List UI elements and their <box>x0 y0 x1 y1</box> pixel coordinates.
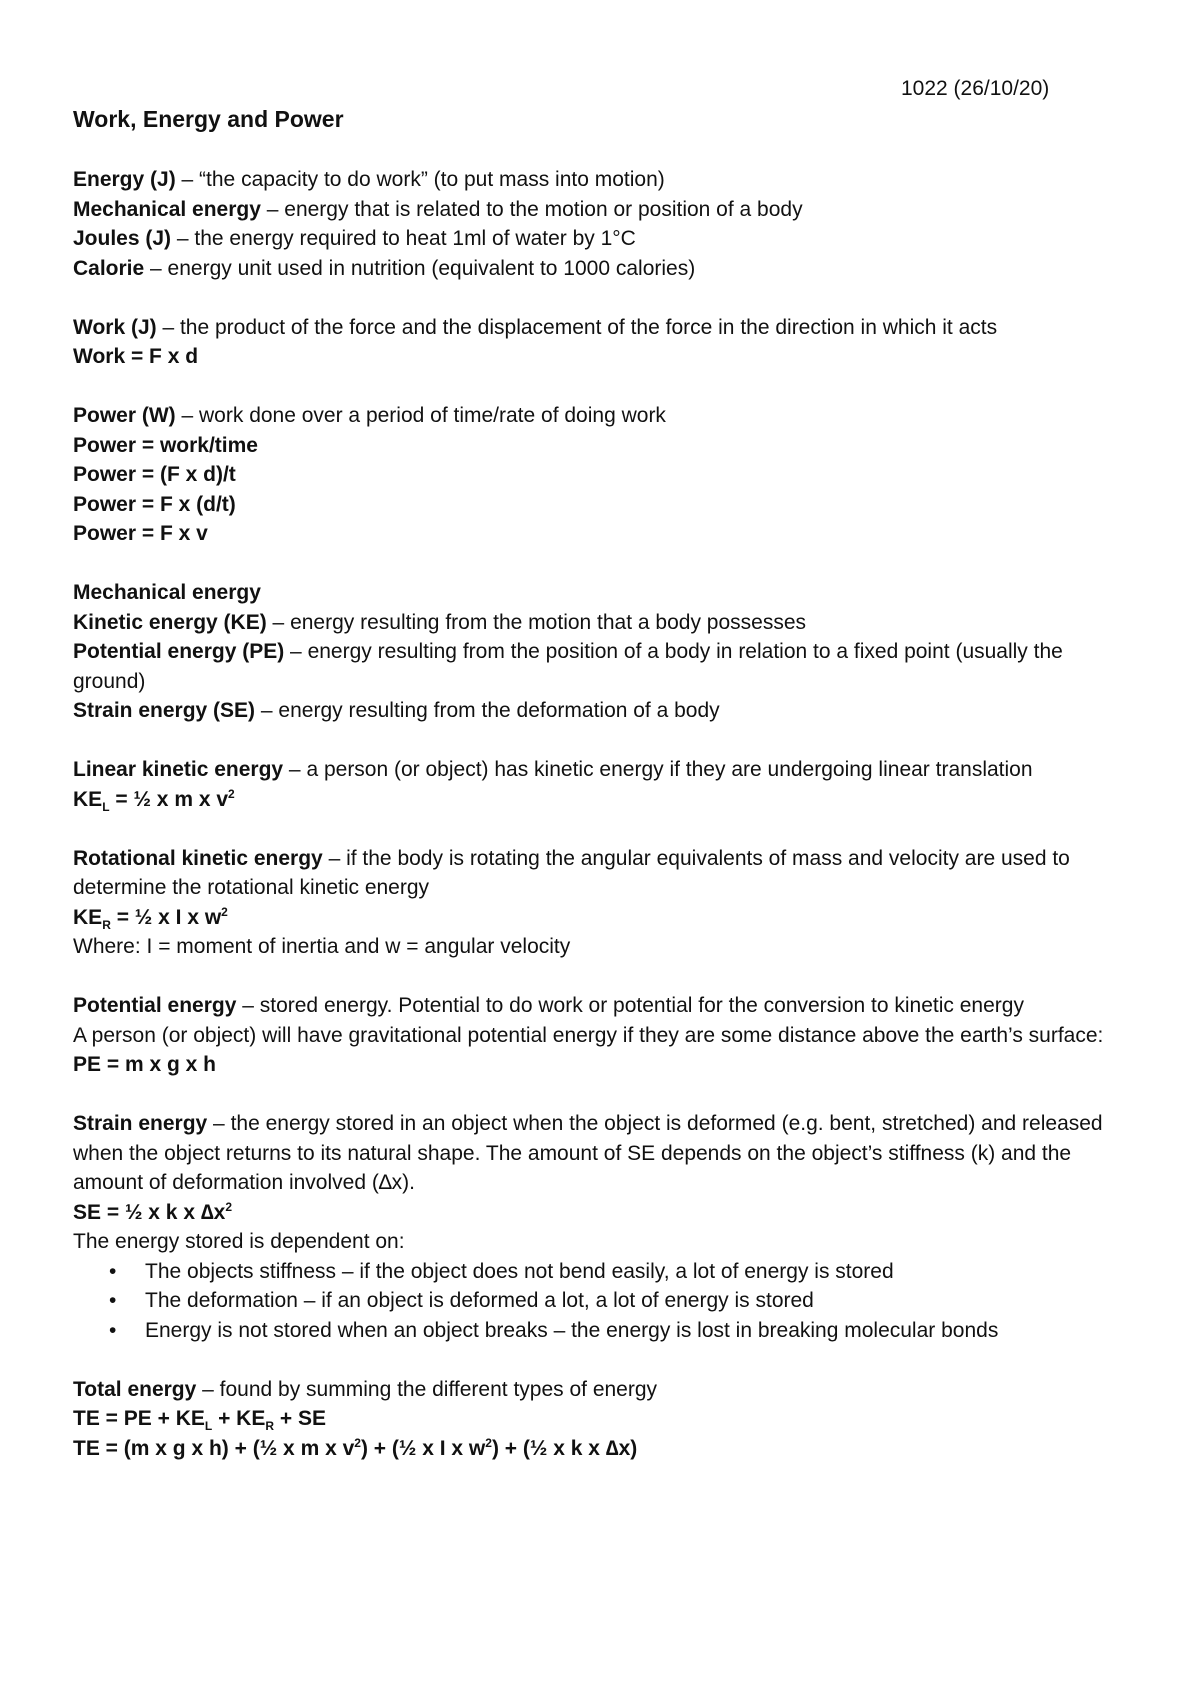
definition: – work done over a period of time/rate of doing work <box>175 404 666 427</box>
list-item: • The deformation – if an object is deformed a lot, a lot of energy is stored <box>145 1286 1133 1316</box>
def-total-energy <box>73 1375 1133 1405</box>
term: Rotational kinetic energy <box>73 846 323 870</box>
def-strain-energy-stored <box>73 1109 1133 1198</box>
definition: – energy that is related to the motion or position of a body <box>260 197 803 221</box>
term: Power (W) <box>73 404 176 427</box>
formula-rotational-ke: $KE_R$ = ½ x I x $w^2$ <box>73 904 228 932</box>
document-body <box>73 165 1133 1463</box>
def-strain-energy <box>73 696 1133 726</box>
formula-power-4: Power = F x v <box>73 522 208 545</box>
rotational-where: Where: I = moment of inertia and w = angular velocity <box>73 935 571 958</box>
term: Potential energy (PE) <box>73 640 285 663</box>
formula-te-2: TE = (m x g x h) + (½ x m x $v^2$) + (½ x I x $w^2$) + (½ x k x ∆x) <box>73 1435 638 1460</box>
bullet-icon: • <box>109 1318 117 1342</box>
def-potential-energy <box>73 637 1133 696</box>
formula-power-1: Power = work/time <box>73 433 258 457</box>
term: Kinetic energy (KE) <box>73 610 267 634</box>
potential-gravitational-note: A person (or object) will have gravitational potential energy if they are some distance above the earth’s surface: <box>73 1023 1104 1047</box>
formula-power-2: Power = (F x d)/t <box>73 463 236 486</box>
formula-power-3: Power = F x (d/t) <box>73 492 236 516</box>
definition: – “the capacity to do work” (to put mass into motion) <box>175 168 665 191</box>
definition: – energy resulting from the deformation of a body <box>255 699 720 722</box>
definition: – energy unit used in nutrition (equivalent to 1000 calories) <box>144 256 696 280</box>
definition: – stored energy. Potential to do work or potential for the conversion to kinetic energy <box>236 994 1024 1017</box>
def-calorie <box>73 254 1133 284</box>
def-energy <box>73 165 1133 195</box>
list-item: • The objects stiffness – if the object does not bend easily, a lot of energy is stored <box>145 1257 1133 1287</box>
def-rotational-kinetic-energy <box>73 844 1133 903</box>
term: Energy (J) <box>73 168 176 191</box>
bullet-icon: • <box>109 1289 117 1312</box>
definition: – the product of the force and the displacement of the force in the direction in which it acts <box>156 315 998 339</box>
formula-work: Work = F x d <box>73 345 199 368</box>
def-potential-energy-stored <box>73 991 1133 1021</box>
def-mechanical-energy <box>73 195 1133 225</box>
term: Linear kinetic energy <box>73 758 284 781</box>
formula-se: SE = ½ x k x $\Delta x^2$ <box>73 1199 233 1224</box>
def-joules <box>73 224 1133 254</box>
term: Total energy <box>73 1377 197 1401</box>
term: Work (J) <box>73 315 157 339</box>
def-linear-kinetic-energy <box>73 755 1133 785</box>
strain-dependent-heading: The energy stored is dependent on: <box>73 1230 405 1253</box>
bullet-icon: • <box>109 1259 117 1283</box>
formula-pe: PE = m x g x h <box>73 1053 216 1076</box>
def-work <box>73 313 1133 343</box>
definition: – energy resulting from the motion that a body possesses <box>266 610 807 634</box>
definition: – a person (or object) has kinetic energy if they are undergoing linear translation <box>283 758 1033 781</box>
def-kinetic-energy <box>73 608 1133 638</box>
definition: – the energy required to heat 1ml of water by 1°C <box>171 227 636 250</box>
definition: – the energy stored in an object when the object is deformed (e.g. bent, stretched) and released when the object returns to its natural shape. The amount of SE depends on the object’s stiffness (k) and the amount of deformation involved (∆x). <box>73 1112 1103 1194</box>
term: Calorie <box>73 256 145 280</box>
term: Mechanical energy <box>73 197 261 221</box>
definition: – if the body is rotating the angular equivalents of mass and velocity are used to determine the rotational kinetic energy <box>73 846 1070 899</box>
formula-linear-ke: $KE_L$ = ½ x m x $v^2$ <box>73 786 235 814</box>
strain-bullet-list <box>73 1257 1133 1346</box>
page-title: Work, Energy and Power <box>73 106 344 132</box>
list-item: • Energy is not stored when an object breaks – the energy is lost in breaking molecular bonds <box>145 1316 1133 1346</box>
section-heading-mechanical: Mechanical energy <box>73 581 261 604</box>
definition: – energy resulting from the position of a body in relation to a fixed point (usually the ground) <box>73 640 1063 693</box>
document-id: 1022 (26/10/20) <box>901 77 1050 100</box>
def-power <box>73 401 1133 431</box>
term: Strain energy (SE) <box>73 699 256 722</box>
definition: – found by summing the different types of energy <box>196 1377 658 1401</box>
formula-te-1: TE = PE + $KE_L + KE_R$ + SE <box>73 1407 326 1434</box>
term: Strain energy <box>73 1112 208 1135</box>
term: Joules (J) <box>73 227 172 250</box>
term: Potential energy <box>73 994 237 1017</box>
